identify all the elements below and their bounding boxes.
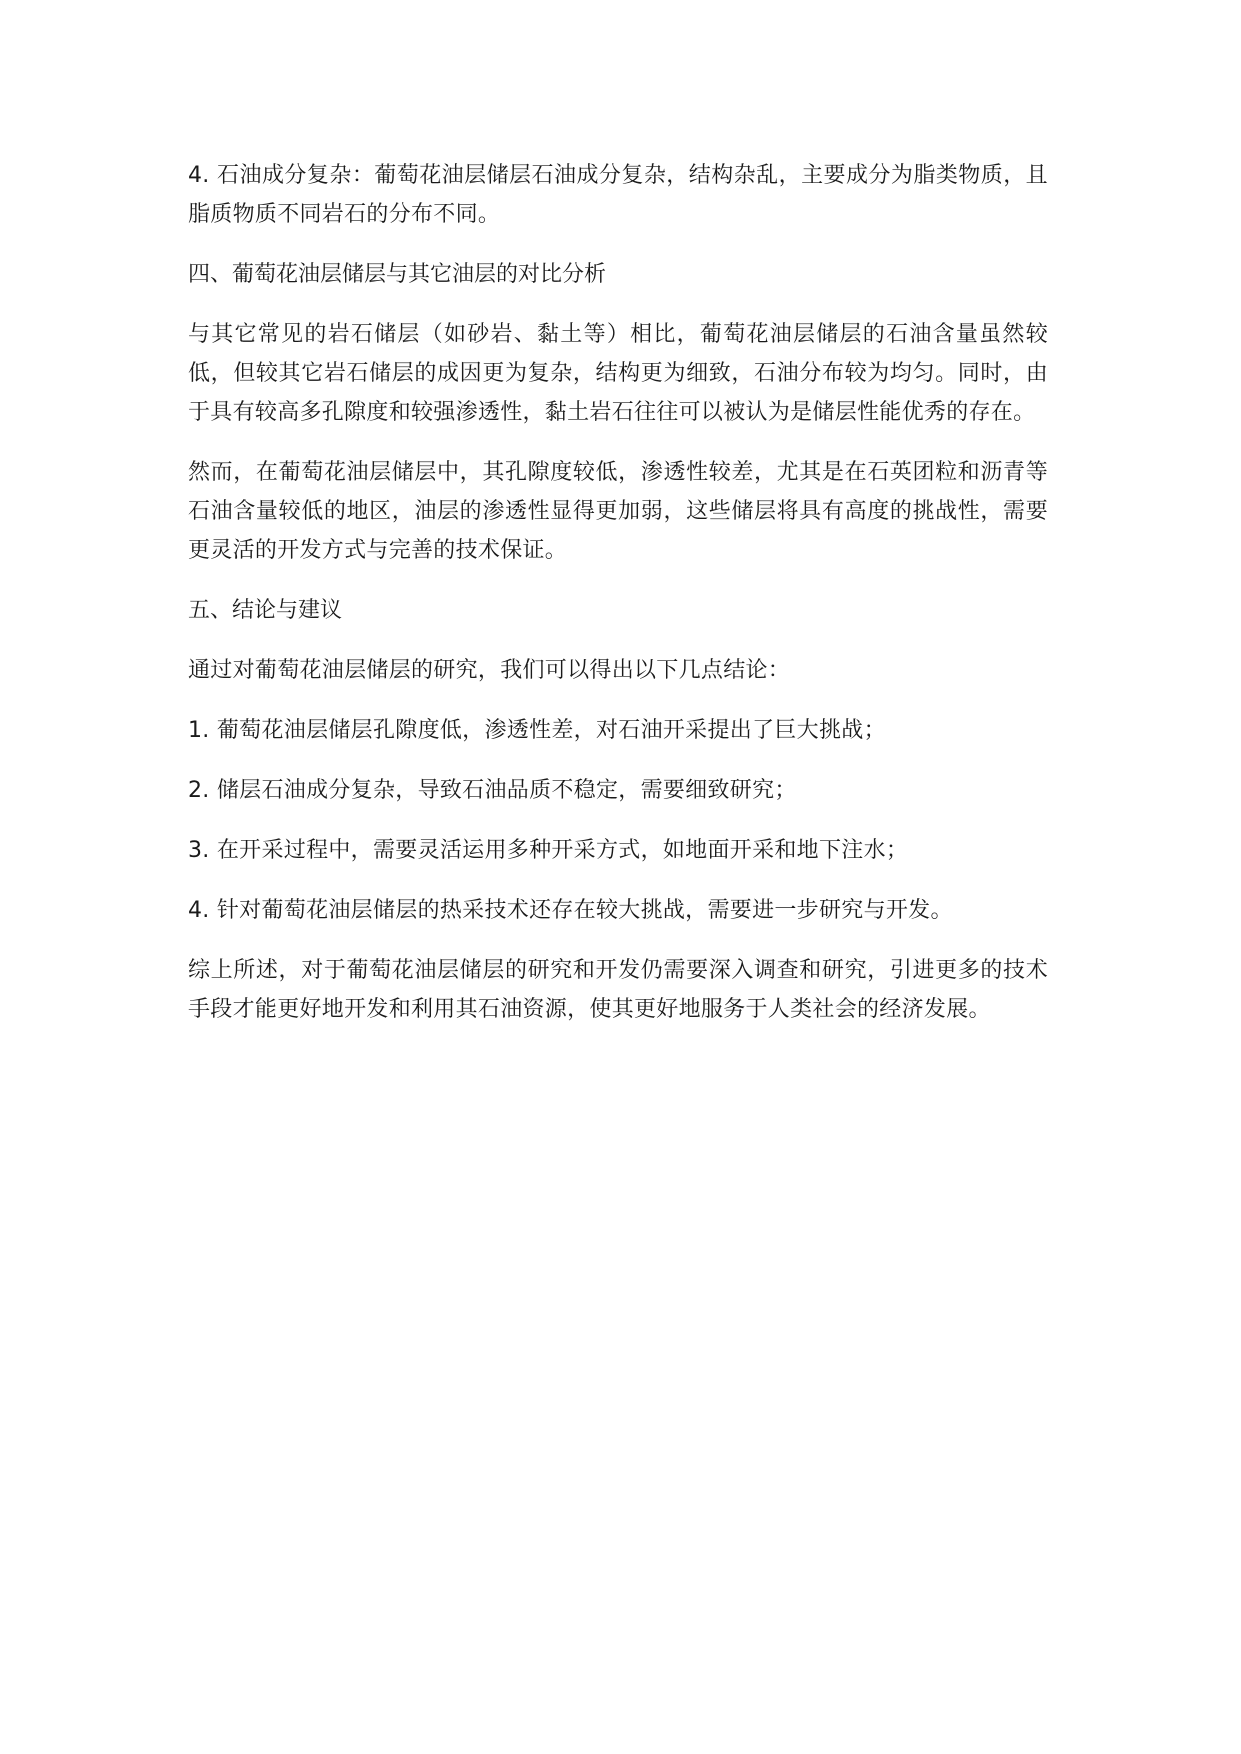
paragraph-summary: 综上所述，对于葡萄花油层储层的研究和开发仍需要深入调查和研究，引进更多的技术手段才能更好地开发和利用其石油资源，使其更好地服务于人类社会的经济发展。 xyxy=(188,958,1048,1022)
paragraph-conclusion-intro: 通过对葡萄花油层储层的研究，我们可以得出以下几点结论： xyxy=(188,658,791,683)
document-page xyxy=(188,156,1048,1050)
conclusion-item-3: 3. 在开采过程中，需要灵活运用多种开采方式，如地面开采和地下注水； xyxy=(188,838,909,863)
conclusion-item-4: 4. 针对葡萄花油层储层的热采技术还存在较大挑战，需要进一步研究与开发。 xyxy=(188,898,953,923)
paragraph-oil-composition: 4. 石油成分复杂：葡萄花油层储层石油成分复杂，结构杂乱，主要成分为脂类物质，且脂质物质不同岩石的分布不同。 xyxy=(188,163,1048,227)
section-heading-comparison: 四、葡萄花油层储层与其它油层的对比分析 xyxy=(188,262,607,287)
paragraph-comparison: 与其它常见的岩石储层（如砂岩、黏土等）相比，葡萄花油层储层的石油含量虽然较低，但较其它岩石储层的成因更为复杂，结构更为细致，石油分布较为均匀。同时，由于具有较高多孔隙度和较强渗透性，黏土岩石往往可以被认为是储层性能优秀的存在。 xyxy=(188,322,1048,425)
conclusion-item-1: 1. 葡萄花油层储层孔隙度低，渗透性差，对石油开采提出了巨大挑战； xyxy=(188,718,886,743)
section-heading-conclusion: 五、结论与建议 xyxy=(188,598,343,623)
paragraph-challenges: 然而，在葡萄花油层储层中，其孔隙度较低，渗透性较差，尤其是在石英团粒和沥青等石油含量较低的地区，油层的渗透性显得更加弱，这些储层将具有高度的挑战性，需要更灵活的开发方式与完善的技术保证。 xyxy=(188,460,1048,563)
conclusion-item-2: 2. 储层石油成分复杂，导致石油品质不稳定，需要细致研究； xyxy=(188,778,797,803)
